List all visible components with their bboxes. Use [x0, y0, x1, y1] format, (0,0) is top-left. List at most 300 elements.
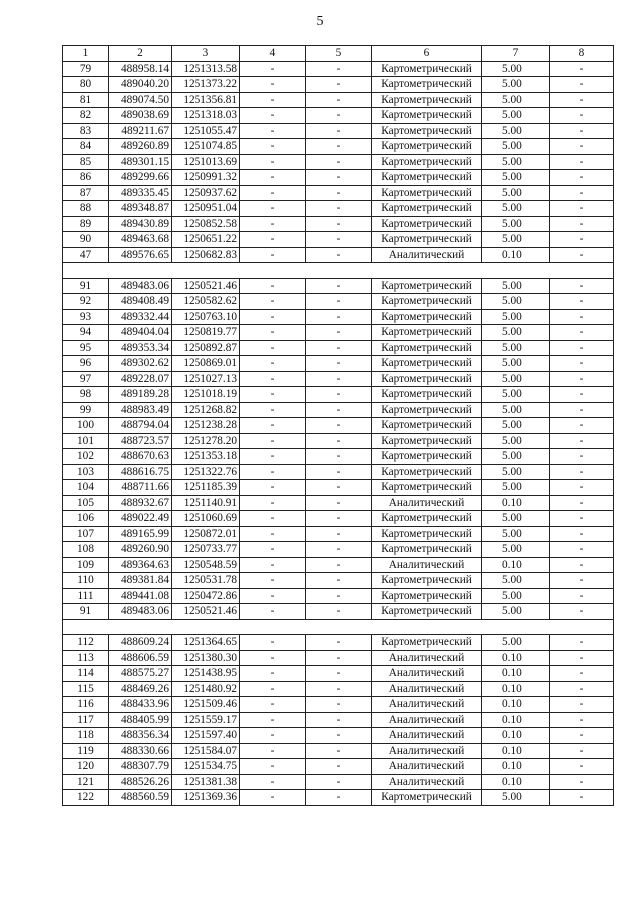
table-cell-col-4: - — [240, 681, 306, 697]
table-cell-col-3: 1251074.85 — [172, 139, 240, 155]
table-cell-col-1: 115 — [63, 681, 109, 697]
table-cell-col-8: - — [550, 728, 614, 744]
table-row — [63, 743, 614, 759]
table-cell-col-5: - — [306, 511, 372, 527]
table-cell-col-2: 489576.65 — [109, 247, 172, 263]
table-cell-col-7: 5.00 — [482, 542, 550, 558]
table-cell-col-7: 5.00 — [482, 464, 550, 480]
table-row — [63, 495, 614, 511]
table-cell-col-5: - — [306, 681, 372, 697]
table-cell-col-7: 0.10 — [482, 681, 550, 697]
table-cell-col-7: 5.00 — [482, 185, 550, 201]
table-cell-col-5: - — [306, 371, 372, 387]
table-cell-col-8: - — [550, 573, 614, 589]
table-cell-col-8: - — [550, 604, 614, 620]
table-cell-col-5: - — [306, 774, 372, 790]
table-cell-col-8: - — [550, 759, 614, 775]
table-cell-col-8: - — [550, 309, 614, 325]
table-cell-col-5: - — [306, 309, 372, 325]
table-cell-col-1: 118 — [63, 728, 109, 744]
table-cell-col-7: 0.10 — [482, 759, 550, 775]
table-cell-col-4: - — [240, 557, 306, 573]
table-cell-col-1: 86 — [63, 170, 109, 186]
table-cell-col-6: Картометрический — [372, 573, 482, 589]
table-cell-col-4: - — [240, 185, 306, 201]
table-row — [63, 635, 614, 651]
table-cell-col-6: Картометрический — [372, 154, 482, 170]
table-cell-col-3: 1250472.86 — [172, 588, 240, 604]
table-cell-col-7: 0.10 — [482, 650, 550, 666]
table-row — [63, 728, 614, 744]
table-cell-col-2: 489189.28 — [109, 387, 172, 403]
table-cell-col-6: Аналитический — [372, 759, 482, 775]
table-cell-col-1: 81 — [63, 92, 109, 108]
table-row — [63, 123, 614, 139]
column-header: 5 — [306, 46, 372, 62]
table-cell-col-5: - — [306, 154, 372, 170]
table-cell-col-7: 5.00 — [482, 635, 550, 651]
table-cell-col-6: Картометрический — [372, 433, 482, 449]
table-cell-col-8: - — [550, 542, 614, 558]
table-cell-col-3: 1251480.92 — [172, 681, 240, 697]
table-cell-col-4: - — [240, 712, 306, 728]
table-cell-col-8: - — [550, 480, 614, 496]
table-cell-col-6: Картометрический — [372, 294, 482, 310]
table-cell-col-7: 0.10 — [482, 557, 550, 573]
table-separator-row — [63, 263, 614, 279]
table-cell-col-6: Картометрический — [372, 418, 482, 434]
table-cell-col-1: 110 — [63, 573, 109, 589]
table-cell-col-6: Картометрический — [372, 356, 482, 372]
table-cell-col-3: 1251318.03 — [172, 108, 240, 124]
table-cell-col-7: 5.00 — [482, 402, 550, 418]
table-cell-col-3: 1250521.46 — [172, 604, 240, 620]
table-cell-col-5: - — [306, 790, 372, 806]
table-cell-col-6: Картометрический — [372, 511, 482, 527]
table-row — [63, 464, 614, 480]
table-cell-col-2: 489441.08 — [109, 588, 172, 604]
table-cell-col-3: 1250869.01 — [172, 356, 240, 372]
table-cell-col-8: - — [550, 511, 614, 527]
table-cell-col-3: 1251140.91 — [172, 495, 240, 511]
table-cell-col-5: - — [306, 185, 372, 201]
table-cell-col-8: - — [550, 371, 614, 387]
table-cell-col-2: 489353.34 — [109, 340, 172, 356]
table-row — [63, 61, 614, 77]
table-cell-col-7: 0.10 — [482, 666, 550, 682]
table-cell-col-2: 488616.75 — [109, 464, 172, 480]
table-row — [63, 232, 614, 248]
table-cell-col-8: - — [550, 247, 614, 263]
table-cell-col-2: 488560.59 — [109, 790, 172, 806]
table-cell-col-2: 488356.34 — [109, 728, 172, 744]
table-row — [63, 759, 614, 775]
table-cell-col-1: 96 — [63, 356, 109, 372]
table-cell-col-4: - — [240, 309, 306, 325]
table-cell-col-4: - — [240, 154, 306, 170]
table-cell-col-4: - — [240, 61, 306, 77]
table-cell-col-3: 1251018.19 — [172, 387, 240, 403]
table-cell-col-3: 1251356.81 — [172, 92, 240, 108]
table-cell-col-1: 105 — [63, 495, 109, 511]
table-cell-col-6: Картометрический — [372, 108, 482, 124]
table-cell-col-4: - — [240, 278, 306, 294]
table-cell-col-1: 102 — [63, 449, 109, 465]
table-cell-col-8: - — [550, 433, 614, 449]
table-cell-col-7: 0.10 — [482, 495, 550, 511]
table-cell-col-1: 91 — [63, 604, 109, 620]
table-cell-col-3: 1250531.78 — [172, 573, 240, 589]
table-cell-col-1: 47 — [63, 247, 109, 263]
table-cell-col-7: 0.10 — [482, 743, 550, 759]
table-cell-col-4: - — [240, 371, 306, 387]
table-body — [63, 61, 614, 805]
table-cell-col-5: - — [306, 325, 372, 341]
table-cell-col-2: 488330.66 — [109, 743, 172, 759]
table-cell-col-3: 1251055.47 — [172, 123, 240, 139]
table-cell-col-5: - — [306, 449, 372, 465]
table-cell-col-7: 5.00 — [482, 480, 550, 496]
table-cell-col-6: Аналитический — [372, 495, 482, 511]
table-cell-col-6: Аналитический — [372, 697, 482, 713]
table-cell-col-5: - — [306, 232, 372, 248]
table-row — [63, 278, 614, 294]
table-cell-col-4: - — [240, 666, 306, 682]
table-cell-col-8: - — [550, 170, 614, 186]
table-cell-col-3: 1251369.36 — [172, 790, 240, 806]
table-cell-col-5: - — [306, 666, 372, 682]
table-cell-col-2: 488794.04 — [109, 418, 172, 434]
table-row — [63, 139, 614, 155]
table-cell-col-4: - — [240, 495, 306, 511]
column-header: 6 — [372, 46, 482, 62]
table-cell-col-6: Картометрический — [372, 604, 482, 620]
table-cell-col-1: 120 — [63, 759, 109, 775]
table-cell-col-5: - — [306, 61, 372, 77]
table-cell-col-6: Картометрический — [372, 542, 482, 558]
table-cell-col-6: Картометрический — [372, 371, 482, 387]
table-cell-col-8: - — [550, 681, 614, 697]
table-cell-col-8: - — [550, 588, 614, 604]
table-cell-col-7: 5.00 — [482, 232, 550, 248]
table-cell-col-3: 1251322.76 — [172, 464, 240, 480]
table-cell-col-3: 1251381.38 — [172, 774, 240, 790]
table-cell-col-2: 489408.49 — [109, 294, 172, 310]
table-cell-col-7: 5.00 — [482, 170, 550, 186]
table-cell-col-5: - — [306, 495, 372, 511]
table-cell-col-3: 1251597.40 — [172, 728, 240, 744]
table-row — [63, 154, 614, 170]
table-cell-col-1: 121 — [63, 774, 109, 790]
table-cell-col-2: 489038.69 — [109, 108, 172, 124]
table-row — [63, 712, 614, 728]
table-row — [63, 542, 614, 558]
table-cell-col-6: Картометрический — [372, 480, 482, 496]
table-cell-col-2: 489165.99 — [109, 526, 172, 542]
column-header: 7 — [482, 46, 550, 62]
table-cell-col-4: - — [240, 604, 306, 620]
table-cell-col-7: 5.00 — [482, 278, 550, 294]
table-cell-col-5: - — [306, 294, 372, 310]
table-cell-col-2: 489074.50 — [109, 92, 172, 108]
table-cell-col-4: - — [240, 340, 306, 356]
table-cell-col-4: - — [240, 774, 306, 790]
table-cell-col-2: 488526.26 — [109, 774, 172, 790]
table-cell-col-4: - — [240, 201, 306, 217]
table-cell-col-4: - — [240, 743, 306, 759]
table-cell-col-1: 122 — [63, 790, 109, 806]
table-cell-col-7: 5.00 — [482, 92, 550, 108]
table-row — [63, 433, 614, 449]
table-cell-col-6: Аналитический — [372, 728, 482, 744]
table-row — [63, 309, 614, 325]
table-cell-col-3: 1250951.04 — [172, 201, 240, 217]
table-cell-col-2: 489022.49 — [109, 511, 172, 527]
table-row — [63, 480, 614, 496]
table-cell-col-2: 488609.24 — [109, 635, 172, 651]
table-cell-col-3: 1251013.69 — [172, 154, 240, 170]
table-cell-col-3: 1250763.10 — [172, 309, 240, 325]
table-cell-col-8: - — [550, 449, 614, 465]
table-cell-col-1: 79 — [63, 61, 109, 77]
table-row — [63, 185, 614, 201]
table-cell-col-5: - — [306, 247, 372, 263]
table-cell-col-7: 5.00 — [482, 325, 550, 341]
table-cell-col-5: - — [306, 557, 372, 573]
table-row — [63, 511, 614, 527]
table-cell-col-6: Аналитический — [372, 774, 482, 790]
table-cell-col-6: Картометрический — [372, 185, 482, 201]
table-cell-col-3: 1251534.75 — [172, 759, 240, 775]
table-cell-col-8: - — [550, 464, 614, 480]
table-cell-col-8: - — [550, 666, 614, 682]
table-cell-col-8: - — [550, 325, 614, 341]
table-cell-col-2: 488469.26 — [109, 681, 172, 697]
table-cell-col-4: - — [240, 759, 306, 775]
table-cell-col-8: - — [550, 790, 614, 806]
table-cell-col-2: 489348.87 — [109, 201, 172, 217]
table-cell-col-2: 488433.96 — [109, 697, 172, 713]
table-row — [63, 774, 614, 790]
table-cell-col-7: 5.00 — [482, 790, 550, 806]
table-cell-col-4: - — [240, 216, 306, 232]
table-cell-col-5: - — [306, 542, 372, 558]
table-cell-col-7: 5.00 — [482, 139, 550, 155]
table-cell-col-5: - — [306, 650, 372, 666]
table-cell-col-5: - — [306, 743, 372, 759]
table-cell-col-5: - — [306, 201, 372, 217]
table-cell-col-6: Картометрический — [372, 77, 482, 93]
table-cell-col-4: - — [240, 650, 306, 666]
table-cell-col-2: 489211.67 — [109, 123, 172, 139]
table-cell-col-8: - — [550, 526, 614, 542]
table-cell-col-7: 5.00 — [482, 588, 550, 604]
table-cell-col-1: 108 — [63, 542, 109, 558]
table-cell-col-1: 90 — [63, 232, 109, 248]
table-cell-col-1: 82 — [63, 108, 109, 124]
table-row — [63, 790, 614, 806]
table-cell-col-8: - — [550, 650, 614, 666]
table-cell-col-7: 5.00 — [482, 449, 550, 465]
column-header: 2 — [109, 46, 172, 62]
table-cell-col-3: 1250521.46 — [172, 278, 240, 294]
page-number: 5 — [316, 14, 324, 29]
table-cell-col-8: - — [550, 77, 614, 93]
table-cell-col-4: - — [240, 464, 306, 480]
table-cell-col-7: 5.00 — [482, 154, 550, 170]
table-cell-col-8: - — [550, 123, 614, 139]
table-cell-col-5: - — [306, 728, 372, 744]
table-cell-col-1: 89 — [63, 216, 109, 232]
table-cell-col-6: Картометрический — [372, 123, 482, 139]
table-cell-col-4: - — [240, 170, 306, 186]
table-row — [63, 387, 614, 403]
table-cell-col-1: 91 — [63, 278, 109, 294]
table-row — [63, 588, 614, 604]
table-cell-col-3: 1250819.77 — [172, 325, 240, 341]
table-cell-col-6: Картометрический — [372, 232, 482, 248]
table-cell-col-1: 95 — [63, 340, 109, 356]
column-header: 3 — [172, 46, 240, 62]
table-cell-col-6: Аналитический — [372, 743, 482, 759]
table-cell-col-8: - — [550, 232, 614, 248]
column-header: 4 — [240, 46, 306, 62]
column-header: 1 — [63, 46, 109, 62]
table-cell-col-3: 1250548.59 — [172, 557, 240, 573]
table-cell-col-2: 489228.07 — [109, 371, 172, 387]
table-cell-col-5: - — [306, 77, 372, 93]
table-cell-col-8: - — [550, 154, 614, 170]
table-separator-row — [63, 619, 614, 635]
table-row — [63, 201, 614, 217]
table-cell-col-3: 1251313.58 — [172, 61, 240, 77]
table-cell-col-5: - — [306, 635, 372, 651]
table-cell-col-2: 489463.68 — [109, 232, 172, 248]
table-cell-col-1: 117 — [63, 712, 109, 728]
table-cell-col-5: - — [306, 108, 372, 124]
table-cell-col-2: 489260.89 — [109, 139, 172, 155]
table-row — [63, 371, 614, 387]
table-cell-col-7: 5.00 — [482, 216, 550, 232]
table-cell-col-1: 113 — [63, 650, 109, 666]
table-cell-col-4: - — [240, 573, 306, 589]
table-cell-col-8: - — [550, 216, 614, 232]
table-cell-col-3: 1250733.77 — [172, 542, 240, 558]
table-cell-col-3: 1251380.30 — [172, 650, 240, 666]
table-row — [63, 77, 614, 93]
table-row — [63, 604, 614, 620]
table-cell-col-1: 97 — [63, 371, 109, 387]
table-cell-col-7: 5.00 — [482, 356, 550, 372]
table-cell-col-5: - — [306, 356, 372, 372]
table-cell-col-3: 1251185.39 — [172, 480, 240, 496]
table-cell-col-2: 488983.49 — [109, 402, 172, 418]
table-cell-col-6: Картометрический — [372, 635, 482, 651]
table-cell-col-6: Аналитический — [372, 557, 482, 573]
table-cell-col-4: - — [240, 697, 306, 713]
table-cell-col-1: 119 — [63, 743, 109, 759]
table-cell-col-8: - — [550, 278, 614, 294]
table-cell-col-2: 489381.84 — [109, 573, 172, 589]
table-cell-col-7: 0.10 — [482, 697, 550, 713]
table-cell-col-1: 80 — [63, 77, 109, 93]
table-row — [63, 108, 614, 124]
table-cell-col-3: 1251373.22 — [172, 77, 240, 93]
table-row — [63, 92, 614, 108]
table-cell-col-4: - — [240, 588, 306, 604]
separator-cell — [63, 263, 614, 279]
table-cell-col-2: 488723.57 — [109, 433, 172, 449]
table-cell-col-3: 1250651.22 — [172, 232, 240, 248]
table-cell-col-1: 100 — [63, 418, 109, 434]
table-row — [63, 557, 614, 573]
table-cell-col-6: Картометрический — [372, 309, 482, 325]
table-cell-col-8: - — [550, 774, 614, 790]
table-cell-col-6: Картометрический — [372, 402, 482, 418]
table-cell-col-3: 1251364.65 — [172, 635, 240, 651]
table-row — [63, 526, 614, 542]
table-cell-col-2: 489299.66 — [109, 170, 172, 186]
table-cell-col-4: - — [240, 418, 306, 434]
table-cell-col-6: Аналитический — [372, 247, 482, 263]
table-cell-col-6: Картометрический — [372, 170, 482, 186]
table-cell-col-3: 1250892.87 — [172, 340, 240, 356]
table-cell-col-6: Картометрический — [372, 92, 482, 108]
table-cell-col-1: 114 — [63, 666, 109, 682]
table-cell-col-2: 489404.04 — [109, 325, 172, 341]
table-cell-col-8: - — [550, 418, 614, 434]
table-row — [63, 325, 614, 341]
table-cell-col-8: - — [550, 557, 614, 573]
table-cell-col-5: - — [306, 387, 372, 403]
table-cell-col-4: - — [240, 356, 306, 372]
table-header-row — [63, 46, 614, 62]
table-cell-col-7: 5.00 — [482, 294, 550, 310]
table-cell-col-5: - — [306, 573, 372, 589]
table-cell-col-6: Картометрический — [372, 526, 482, 542]
table-cell-col-6: Картометрический — [372, 139, 482, 155]
table-cell-col-1: 84 — [63, 139, 109, 155]
column-header: 8 — [550, 46, 614, 62]
table-cell-col-4: - — [240, 728, 306, 744]
table-cell-col-4: - — [240, 108, 306, 124]
table-cell-col-4: - — [240, 449, 306, 465]
table-cell-col-7: 5.00 — [482, 371, 550, 387]
table-cell-col-5: - — [306, 464, 372, 480]
table-row — [63, 402, 614, 418]
table-cell-col-8: - — [550, 387, 614, 403]
table-cell-col-5: - — [306, 278, 372, 294]
table-cell-col-4: - — [240, 247, 306, 263]
table-row — [63, 449, 614, 465]
table-cell-col-5: - — [306, 216, 372, 232]
table-cell-col-8: - — [550, 92, 614, 108]
table-cell-col-2: 489430.89 — [109, 216, 172, 232]
table-cell-col-4: - — [240, 433, 306, 449]
table-cell-col-8: - — [550, 697, 614, 713]
table-cell-col-8: - — [550, 294, 614, 310]
table-cell-col-6: Картометрический — [372, 340, 482, 356]
table-cell-col-1: 94 — [63, 325, 109, 341]
table-cell-col-4: - — [240, 542, 306, 558]
table-cell-col-6: Картометрический — [372, 790, 482, 806]
table-row — [63, 356, 614, 372]
table-cell-col-6: Картометрический — [372, 464, 482, 480]
table-cell-col-5: - — [306, 588, 372, 604]
table-cell-col-2: 488711.66 — [109, 480, 172, 496]
table-cell-col-5: - — [306, 402, 372, 418]
table-cell-col-3: 1251584.07 — [172, 743, 240, 759]
